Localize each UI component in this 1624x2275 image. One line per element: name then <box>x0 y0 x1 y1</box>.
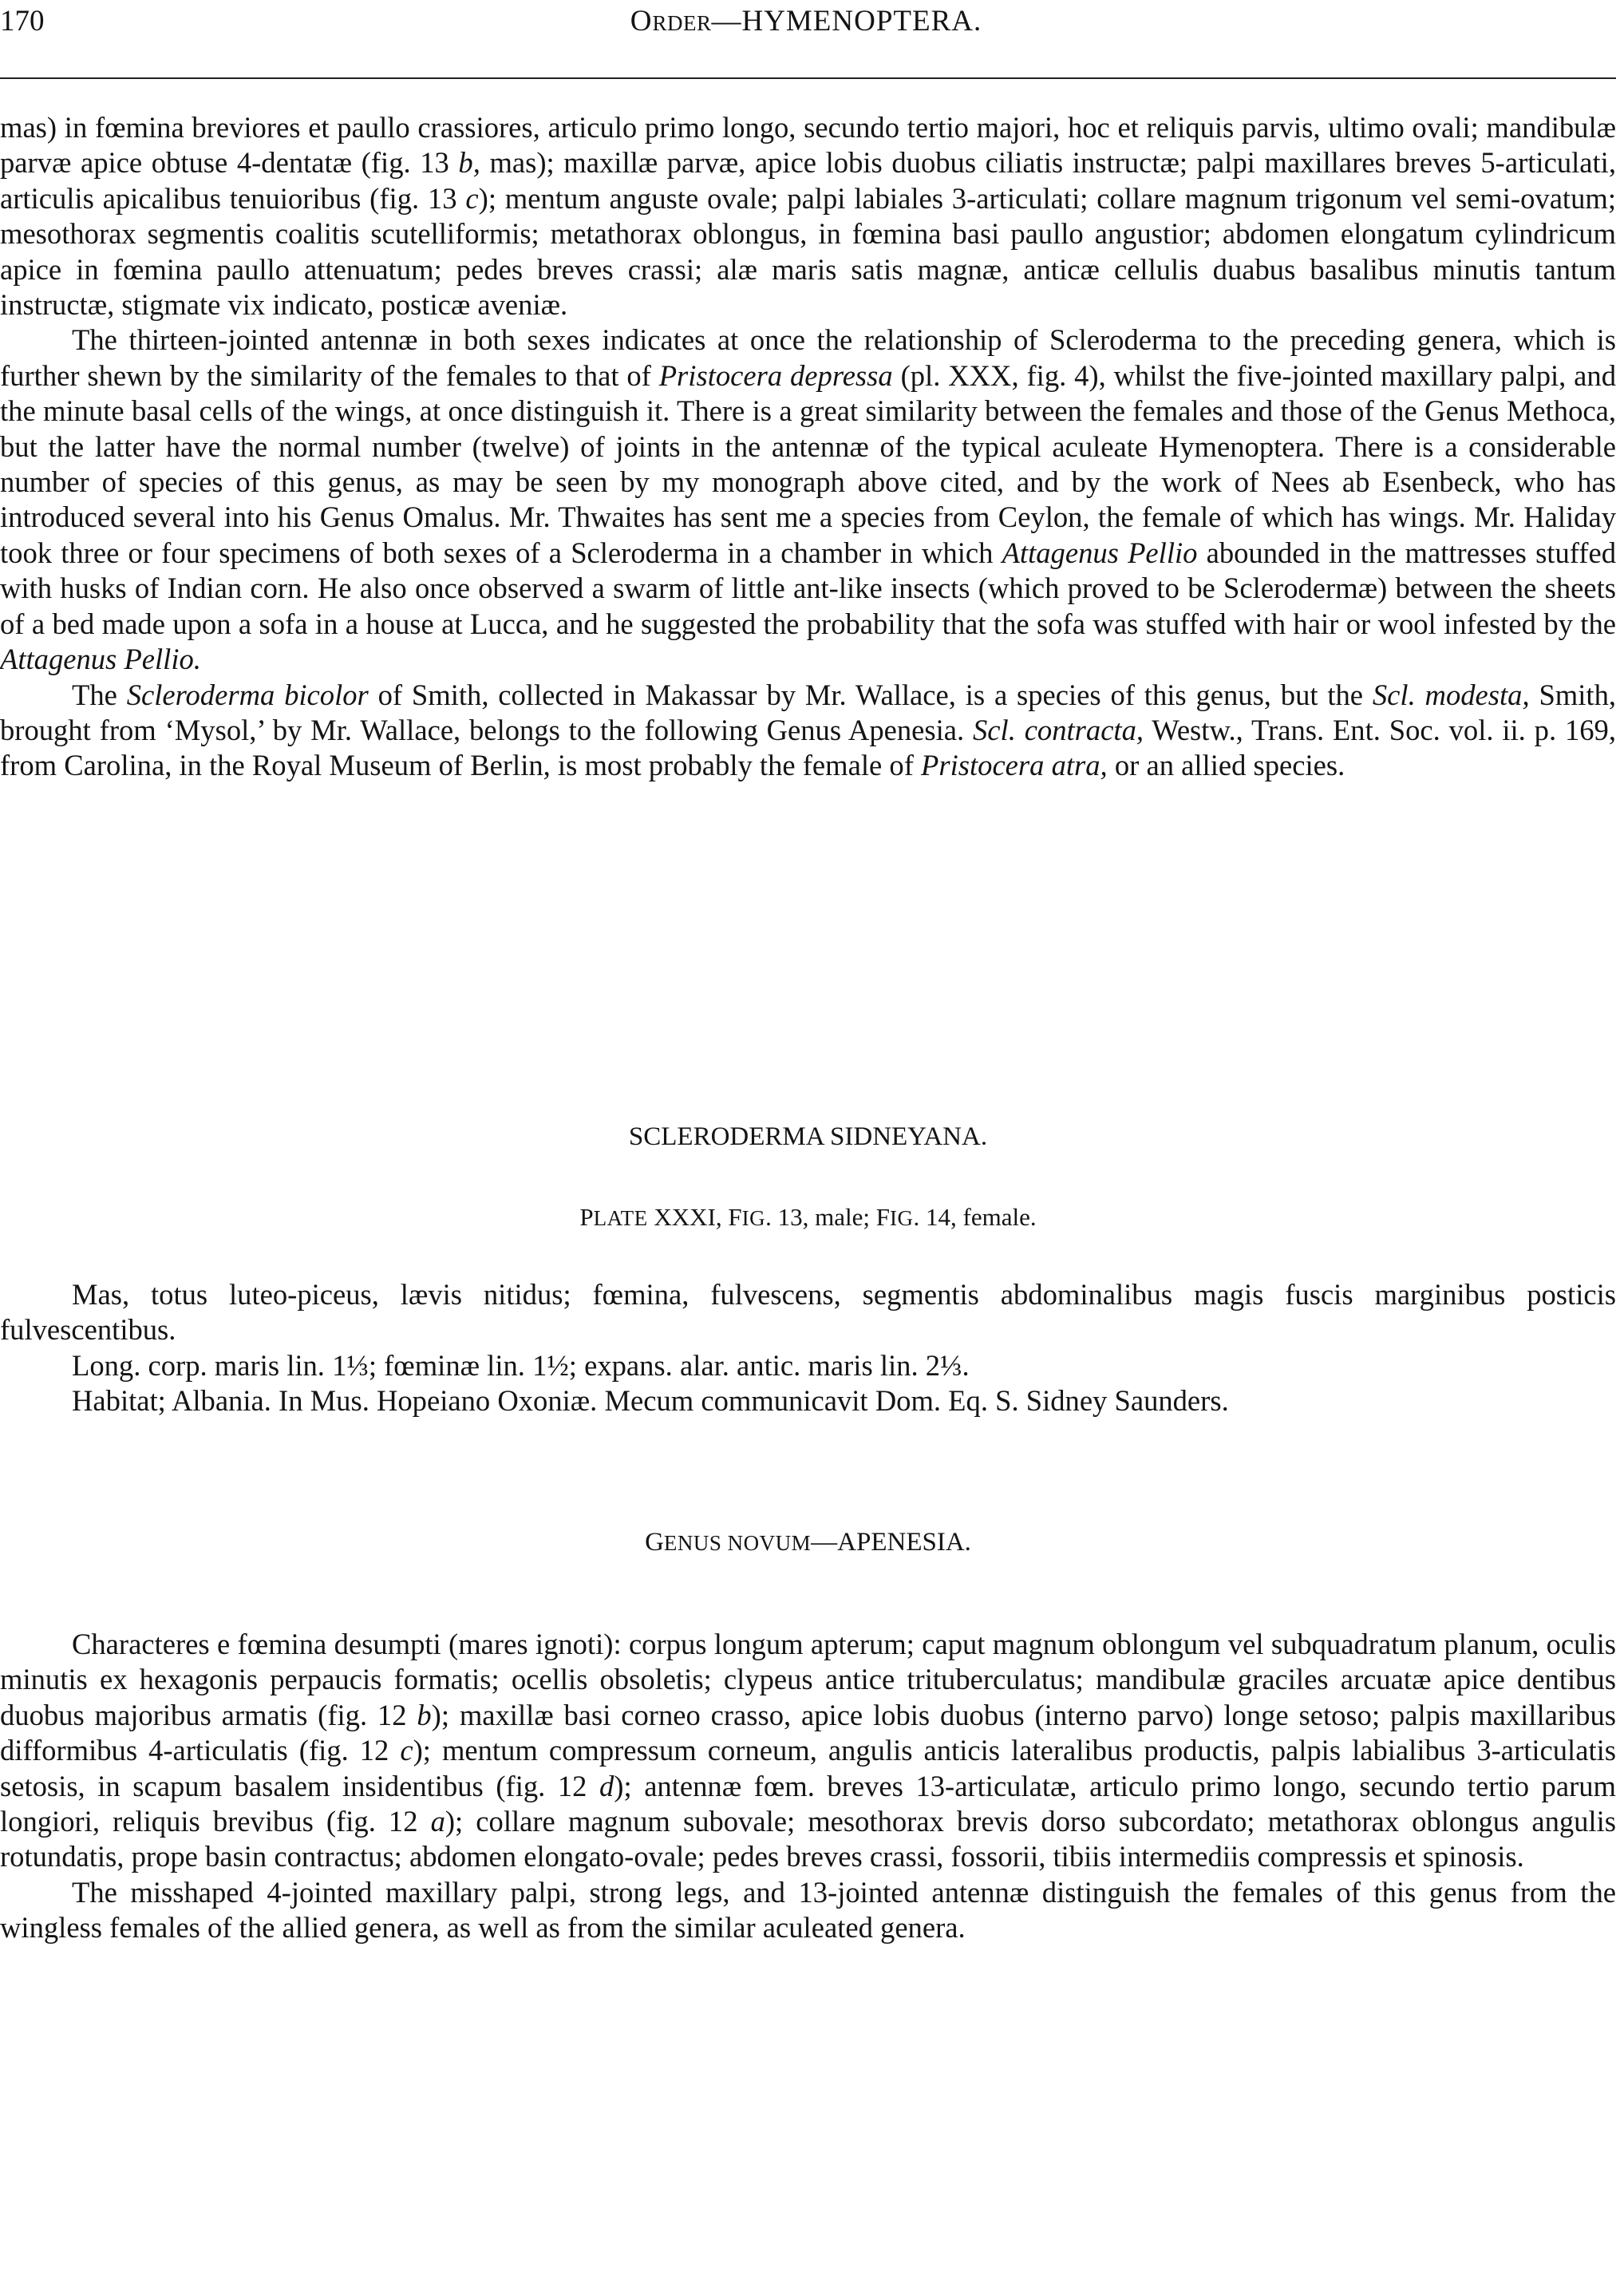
species-section <box>0 1119 1616 1154</box>
species-description-block <box>0 1277 1616 1419</box>
scleroderma-section <box>0 110 1616 784</box>
species-measurements: Long. corp. maris lin. 1⅓; fœminæ lin. 1½; expans. alar. antic. maris lin. 2⅓. <box>72 1348 970 1382</box>
species-description: Mas, totus luteo-piceus, lævis nitidus; fœmina, fulvescens, segmentis abdominalibus magis fuscis marginibus posticis fulvescentibus. <box>0 1278 1616 1347</box>
species-title: SCLERODERMA SIDNEYANA. <box>628 1122 988 1151</box>
plate-reference-block <box>0 1200 1616 1236</box>
scleroderma-characters-paragraph: mas) in fœmina breviores et paullo crassiores, articulo primo longo, secundo tertio majori, hoc et reliquis parvis, ultimo ovali; mandibulæ parvæ apice obtuse 4-dentatæ (fig. 13 b, mas); maxillæ parvæ, apice lobis duobus ciliatis instructæ; palpi maxillares breves 5-articulati, articulis apicalibus tenuioribus (fig. 13 c); mentum anguste ovale; palpi labiales 3-articulati; collare magnum trigonum vel semi-ovatum; mesothorax segmentis coalitis scutelliformis; metathorax oblongus, in fœmina basi paullo angustior; abdomen elongatum cylindricum apice in fœmina paullo attenuatum; pedes breves crassi; alæ maris satis magnæ, anticæ cellulis duabus basalibus minutis tantum instructæ, stigmate vix indicato, posticæ aveniæ. <box>0 111 1616 322</box>
header-rule <box>0 77 1616 79</box>
plate-reference: PLATE XXXI, FIG. 13, male; FIG. 14, female. <box>579 1203 1037 1231</box>
running-head <box>0 3 1612 43</box>
apenesia-discussion-paragraph: The misshaped 4-jointed maxillary palpi, strong legs, and 13-jointed antennæ distinguish the females of this genus from the wingless females of the allied genera, as well as from the similar aculeated genera. <box>0 1875 1616 1945</box>
page-number: 170 <box>0 5 45 38</box>
apenesia-heading: GENUS NOVUM—APENESIA. <box>645 1528 971 1557</box>
apenesia-characters-paragraph: Characteres e fœmina desumpti (mares ignoti): corpus longum apterum; caput magnum oblongum vel subquadratum planum, oculis minutis ex hexagonis perpaucis formatis; ocellis obsoletis; clypeus antice trituberculatus; mandibulæ graciles arcuatæ apice dentibus duobus majoribus armatis (fig. 12 b); maxillæ basi corneo crasso, apice lobis duobus (interno parvo) longe setoso; palpis maxillaribus difformibus 4-articulatis (fig. 12 c); mentum compressum corneum, angulis anticis lateralibus productis, palpis labialibus 3-articulatis setosis, in scapum basalem insidentibus (fig. 12 d); antennæ fœm. breves 13-articulatæ, articulo primo longo, secundo tertio parum longiori, reliquis brevibus (fig. 12 a); collare magnum subovale; mesothorax brevis dorso subcordato; metathorax oblongus angulis rotundatis, prope basin contractus; abdomen elongato-ovale; pedes breves crassi, fossorii, tibiis intermediis compressis et spinosis. <box>0 1628 1617 1873</box>
scleroderma-discussion-paragraph: The thirteen-jointed antennæ in both sexes indicates at once the relationship of Scleroderma to the preceding genera, which is further shewn by the similarity of the females to that of Pristocera depressa (pl. XXX, fig. 4), whilst the five-jointed maxillary palpi, and the minute basal cells of the wings, at once distinguish it. There is a great similarity between the females and those of the Genus Methoca, but the latter have the normal number (twelve) of joints in the antennæ of the typical aculeate Hymenoptera. There is a considerable number of species of this genus, as may be seen by my monograph above cited, and by the work of Nees ab Esenbeck, who has introduced several into his Genus Omalus. Mr. Thwaites has sent me a species from Ceylon, the female of which has wings. Mr. Haliday took three or four specimens of both sexes of a Scleroderma in a chamber in which Attagenus Pellio abounded in the mattresses stuffed with husks of Indian corn. He also once observed a swarm of little ant-like insects (which proved to be Sclerodermæ) between the sheets of a bed made upon a sofa in a house at Lucca, and he suggested the probability that the sofa was stuffed with hair or wool infested by the Attagenus Pellio. <box>0 323 1616 676</box>
apenesia-section <box>0 1627 1616 1946</box>
species-habitat: Habitat; Albania. In Mus. Hopeiano Oxoniæ. Mecum communicavit Dom. Eq. S. Sidney Saunders. <box>72 1384 1229 1418</box>
apenesia-heading-block <box>0 1525 1616 1561</box>
running-title: ORDER—HYMENOPTERA. <box>630 5 982 38</box>
scleroderma-species-paragraph: The Scleroderma bicolor of Smith, collected in Makassar by Mr. Wallace, is a species of this genus, but the Scl. modesta, Smith, brought from ‘Mysol,’ by Mr. Wallace, belongs to the following Genus Apenesia. Scl. contracta, Westw., Trans. Ent. Soc. vol. ii. p. 169, from Carolina, in the Royal Museum of Berlin, is most probably the female of Pristocera atra, or an allied species. <box>0 678 1617 782</box>
